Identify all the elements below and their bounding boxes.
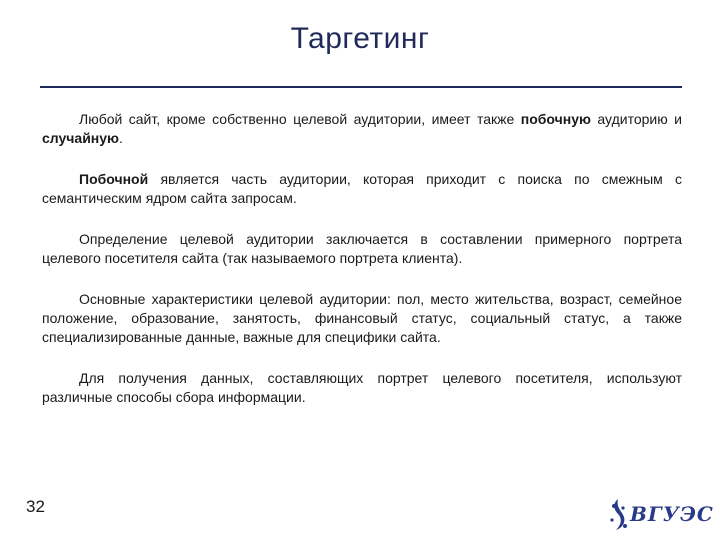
emphasized-term: побочную (520, 111, 591, 127)
body-paragraph (42, 369, 682, 407)
emphasized-term: случайную (42, 130, 119, 146)
title-divider (40, 86, 682, 88)
paragraph-text: Определение целевой аудитории заключается в составлении примерного портрета целевого посетителя сайта (так называемого портрета клиента). (42, 231, 682, 266)
paragraph-text: аудиторию и (590, 111, 683, 127)
paragraph-text: . (119, 130, 123, 146)
body-paragraph (42, 230, 682, 268)
slide-title: Таргетинг (290, 22, 430, 55)
page-number: 32 (26, 497, 45, 516)
paragraph-text: Основные характеристики целевой аудитории: пол, место жительства, возраст, семейное положение, образование, занятость, финансовый статус, социальный статус, а также специализированные данные, важные для специфики сайта. (42, 291, 682, 345)
body-paragraph (42, 110, 682, 148)
logo-text: ВГУЭС (630, 502, 714, 526)
university-logo (606, 496, 714, 536)
emphasized-term: Побочной (79, 171, 149, 187)
slide-body (42, 110, 682, 429)
paragraph-text: Любой сайт, кроме собственно целевой аудитории, имеет также (79, 111, 521, 127)
body-paragraph (42, 290, 682, 347)
paragraph-text: Для получения данных, составляющих портрет целевого посетителя, используют различные способы сбора информации. (42, 370, 682, 405)
paragraph-text: является часть аудитории, которая приходит с поиска по смежным с семантическим ядром сайта запросам. (42, 171, 682, 206)
logo-emblem-icon (606, 496, 630, 536)
body-paragraph (42, 170, 682, 208)
